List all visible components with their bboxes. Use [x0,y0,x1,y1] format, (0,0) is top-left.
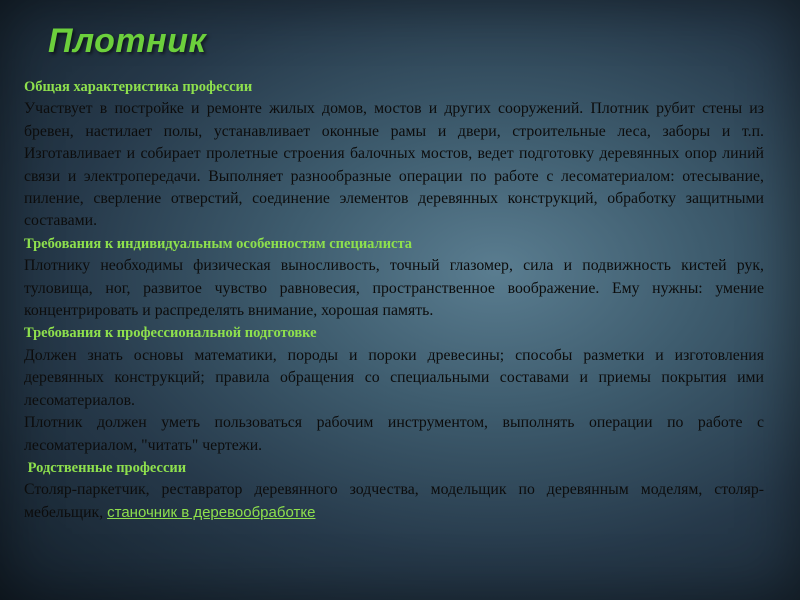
slide-title: Плотник [48,22,207,60]
section-heading-general: Общая характеристика профессии [24,79,253,95]
section-heading-individual: Требования к индивидуальным особенностям специалиста [24,235,413,252]
related-profession-link[interactable]: станочник в деревообработке [107,503,316,521]
section-heading-training: Требования к профессиональной подготовке [24,325,317,342]
section-heading-related [24,457,764,479]
slide-content [24,76,764,524]
section-text-individual: Плотнику необходимы физическая выносливость, точный глазомер, сила и подвижность кистей рук, туловища, ног, развитое чувство равновесия, пространственное воображение. Ему нужны: умение концентрировать и распределять внимание, хорошая память. [24,257,764,320]
section-heading-related-label: Родственные профессии [27,459,187,476]
section-text-general: Участвует в постройке и ремонте жилых домов, мостов и других сооружений. Плотник рубит стены из бревен, настилает полы, устанавливает оконные рамы и двери, строительные леса, заборы и т.п. Изготавливает и собирает пролетные строения балочных мостов, ведет подготовку деревянных опор линий связи и электропередачи. Выполняет разнообразные операции по работе с лесоматериалом: отесывание, пиление, сверление отверстий, соединение элементов деревянных конструкций, обработку защитными составами. [24,100,764,230]
section-text-related [24,479,764,524]
section-text-training-knowledge: Должен знать основы математики, породы и пороки древесины; способы разметки и изготовления деревянных конструкций; правила обращения со специальными составами и приемы покрытия ими лесоматериалов. [24,346,764,409]
related-professions-text: Столяр-паркетчик, реставратор деревянного зодчества, модельщик по деревянным моделям, столяр-мебельщик, [24,481,764,521]
section-text-training-skills: Плотник должен уметь пользоваться рабочим инструментом, выполнять операции по работе с лесоматериалом, "читать" чертежи. [24,414,764,454]
